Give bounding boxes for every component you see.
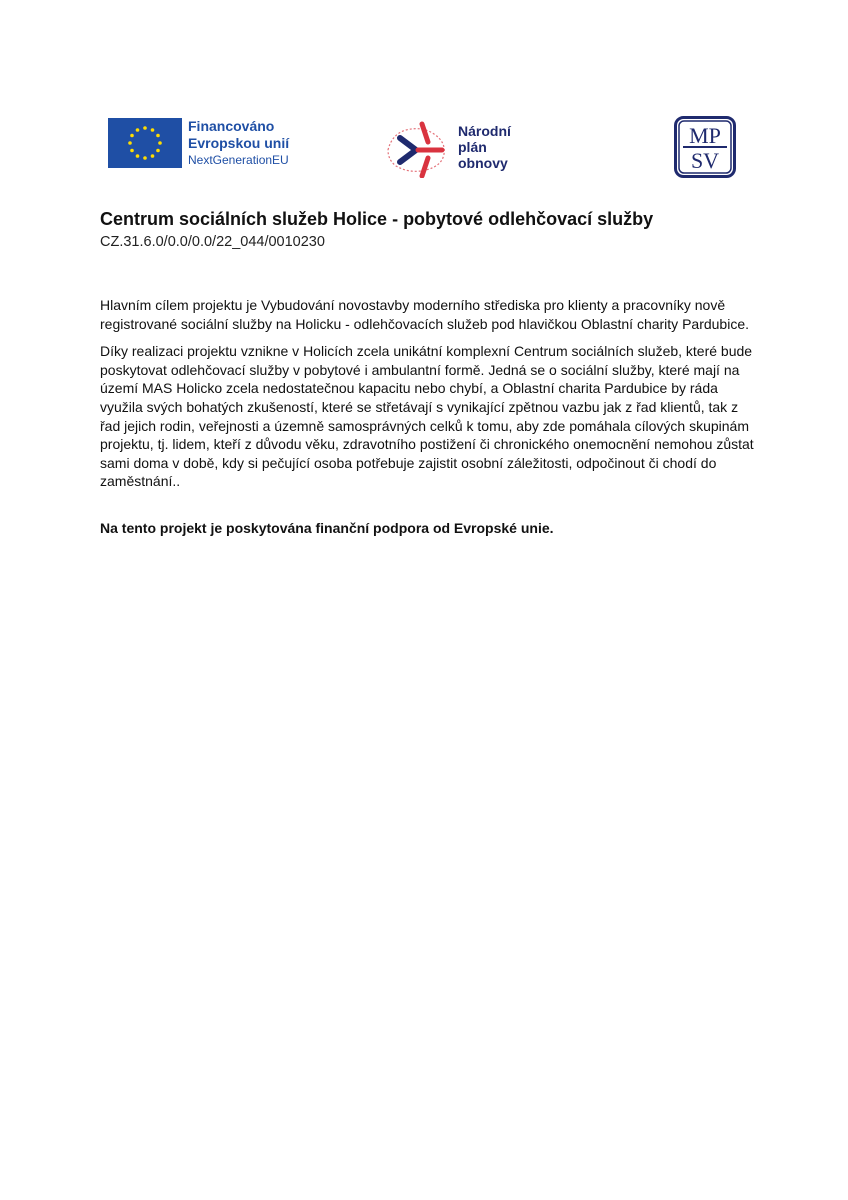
npo-logo-line2: plán — [458, 139, 487, 155]
npo-logo-line3: obnovy — [458, 155, 508, 171]
document-title: Centrum sociálních služeb Holice - pobytové odlehčovací služby — [100, 209, 654, 229]
eu-star-icon — [151, 128, 155, 132]
eu-star-icon — [136, 154, 140, 158]
eu-star-icon — [143, 156, 147, 160]
document-content — [100, 208, 760, 552]
eu-star-icon — [130, 149, 134, 153]
mpsv-logo-line1: MP — [689, 123, 721, 148]
eu-star-icon — [158, 141, 162, 145]
eu-flag-icon — [108, 118, 182, 168]
eu-logo-text — [188, 118, 318, 168]
eu-star-icon — [128, 141, 132, 145]
eu-star-icon — [143, 126, 147, 130]
eu-logo-line3: NextGenerationEU — [188, 153, 289, 167]
eu-logo-line2: Evropskou unií — [188, 135, 290, 151]
eu-star-icon — [156, 134, 160, 138]
paragraph-goal: Hlavním cílem projektu je Vybudování novostavby moderního střediska pro klienty a pracovníky nově registrované sociální služby na Holicku - odlehčovacích služeb pod hlavičkou Oblastní charity Pardubice. — [100, 297, 750, 332]
mpsv-logo-line2: SV — [690, 148, 720, 173]
eu-star-icon — [156, 149, 160, 153]
support-statement: Na tento projekt je poskytována finanční podpora od Evropské unie. — [100, 519, 554, 536]
project-code: CZ.31.6.0/0.0/0.0/22_044/0010230 — [100, 234, 325, 250]
mpsv-logo — [674, 116, 736, 178]
npo-logo-text — [458, 123, 538, 171]
paragraph-description: Díky realizaci projektu vznikne v Holicích zcela unikátní komplexní Centrum sociálních služeb, které bude poskytovat odlehčovací služby v pobytové i ambulantní formě. Jedná se o sociální služby, které mají na území MAS Holicko zcela nedostatečnou kapacitu nebo chybí, a Oblastní charita Pardubice by ráda využila svých bohatých zkušeností, které se střetávají s vynikající zpětnou vazbu jak z řad klientů, tak z řad jejich rodin, veřejnosti a územně samosprávných celků k tomu, aby zde pomáhala cílových skupinám projektu, tj. lidem, kteří z důvodu věku, zdravotního postižení či chronického onemocnění nemohou zůstat sami doma v době, kdy si pečující osoba potřebuje zajistit osobní záležitosti, odpočinout či chodí do zaměstnání.. — [100, 343, 754, 490]
npo-mark-icon — [382, 120, 452, 178]
eu-star-icon — [136, 128, 140, 132]
npo-logo-line1: Národní — [458, 123, 511, 139]
eu-funding-logo — [108, 118, 308, 170]
logo-row — [0, 0, 848, 200]
eu-logo-line1: Financováno — [188, 118, 275, 134]
eu-star-icon — [151, 154, 155, 158]
npo-logo — [382, 120, 532, 180]
eu-star-icon — [130, 134, 134, 138]
